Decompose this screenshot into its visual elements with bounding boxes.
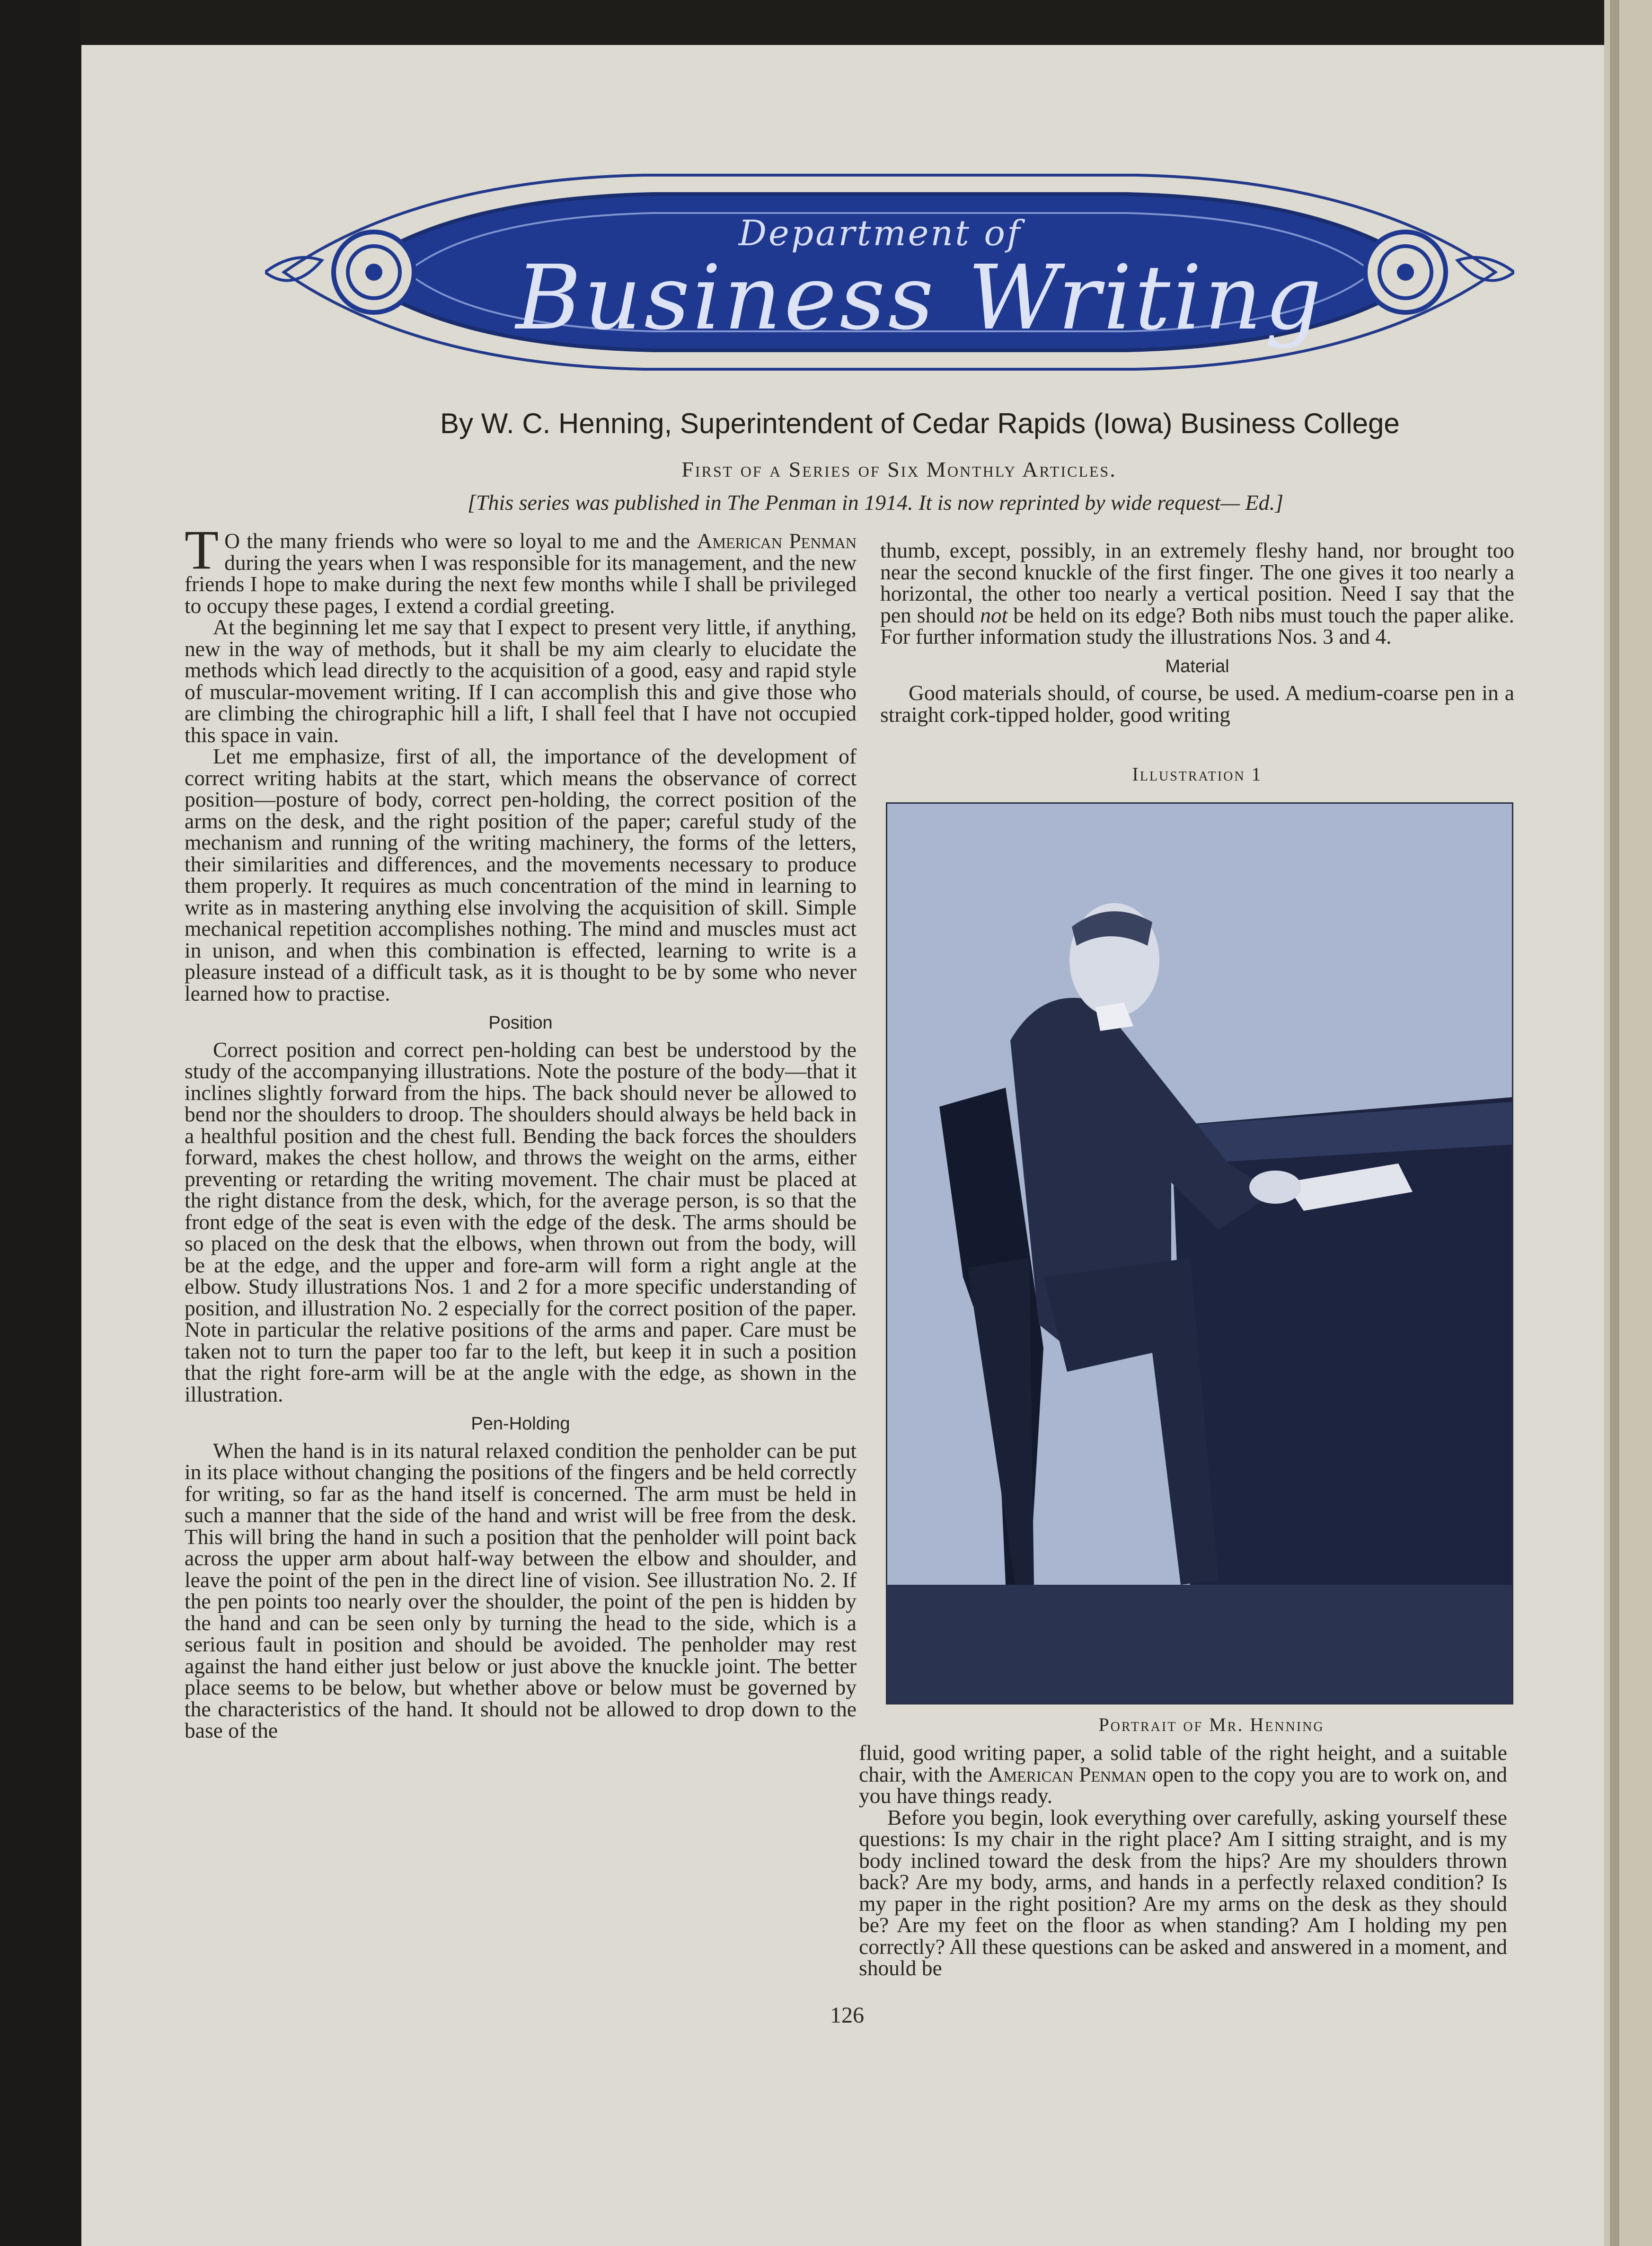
- photo-caption: Portrait of Mr. Henning: [1098, 1714, 1325, 1735]
- opening-rest: during the years when I was responsible for its management, and the new friends I hope to make during the next few months while I shall be privileged to occupy these pages, I extend a cordial greeting.: [185, 550, 857, 618]
- paragraph-fluid: [859, 1742, 1507, 1807]
- paragraph-habits: Let me emphasize, first of all, the importance of the development of correct writing habits at the start, which means the observance of correct position—posture of body, correct pen-holding, the correct position of the arms on the desk, and the right position of the paper; careful study of the mechanism and running of the writing machinery, the forms of the letters, their similarities and differences, and the movements necessary to produce them properly. It requires as much concentration of the mind in learning to write as in mastering anything else involving the acquisition of skill. Simple mechanical repetition accomplishes nothing. The mind and muscles must act in unison, and when this combination is effected, learning to write is a pleasure instead of a difficult task, as it is thought to be by some who never learned how to practise.: [185, 744, 857, 1005]
- banner-title: Business Writing: [516, 246, 1325, 350]
- series-note: First of a Series of Six Monthly Articles.: [681, 457, 1117, 481]
- portrait-image: [887, 804, 1512, 1703]
- page-number: 126: [830, 2003, 864, 2028]
- left-rosette-icon: [334, 232, 414, 312]
- thumb-lead: thumb, except, possibly, in an extremely fleshy hand, nor brought too near the second knuckle of the first finger. The one gives it too nearly a horizontal, the other too nearly a vertical position. Need I say that the pen should: [880, 538, 1514, 627]
- paragraph-questions: Before you begin, look everything over carefully, asking yourself these questions: Is my chair in the right place? Am I sitting straight, and is my body inclined toward the desk from the hips? Are my shoulders thrown back? Are my body, arms, and hands in a perfectly relaxed condition? Is my paper in the right position? Are my arms on the desk as they should be? Are my feet on the floor as when standing? Am I holding my pen correctly? All these questions can be asked and answered in a moment, and should be: [859, 1805, 1507, 1980]
- right-column-bottom: [859, 1742, 1507, 1979]
- scan-gutter-shadow: [1610, 0, 1619, 2246]
- left-column: [185, 519, 857, 1742]
- fluid-lead: fluid, good writing paper, a solid table of the right height, and a suitable chair, with the: [859, 1740, 1507, 1786]
- illustration-label: Illustration 1: [1132, 763, 1263, 785]
- paragraph-pen-holding: When the hand is in its natural relaxed condition the penholder can be put in its place without changing the positions of the fingers and be held correctly for writing, so far as the hand itself is concerned. The arm must be held in such a manner that the side of the hand and wrist will be free from the desk. This will bring the hand in such a position that the penholder will point back across the upper arm about half-way between the elbow and shoulder, and leave the point of the pen in the direct line of vision. See illustration No. 2. If the pen points too nearly over the shoulder, the point of the pen is hidden by the hand and can be seen only by turning the head to the side, which is a serious fault in position and should be avoided. The penholder may rest against the hand either just below or just above the knuckle joint. The better place seems to be below, but whether above or below must be governed by the characteristics of the hand. It should not be allowed to drop down to the base of the: [185, 1438, 857, 1742]
- portrait-photo: [886, 802, 1513, 1704]
- paragraph-methods: At the beginning let me say that I expect to present very little, if anything, new in the way of methods, but it shall be my aim clearly to elucidate the methods which lead directly to the acquisition of a good, easy and rapid style of muscular-movement writing. If I can accomplish this and give those who are climbing the chirographic hill a lift, I shall feel that I have not occupied this space in vain.: [185, 615, 857, 747]
- banner-subtitle: Department of: [738, 213, 1022, 254]
- thumb-rest: be held on its edge? Both nibs must touch the paper alike. For further information study the illustrations Nos. 3 and 4.: [880, 603, 1515, 648]
- scan-left-border: [0, 0, 80, 2246]
- right-column-top: [880, 540, 1514, 725]
- drop-cap: T: [185, 519, 219, 581]
- magazine-name-2: American Penman: [988, 1762, 1147, 1786]
- author-byline: By W. C. Henning, Superintendent of Cedar Rapids (Iowa) Business College: [440, 408, 1400, 439]
- editor-note: [This series was published in The Penman in 1914. It is now reprinted by wide request— Ed.]: [467, 490, 1284, 515]
- opening-lead: O the many friends who were so loyal to me and the: [224, 529, 690, 553]
- heading-material: Material: [1165, 656, 1229, 676]
- emphasis-not: not: [980, 603, 1008, 627]
- paragraph-position: Correct position and correct pen-holding can best be understood by the study of the accompanying illustrations. Note the posture of the body—that it inclines slightly forward from the hips. The back should never be allowed to bend nor the shoulders to droop. The shoulders should always be held back in a healthful position and the chest full. Bending the back forces the shoulders forward, makes the chest hollow, and throws the weight on the arms, either preventing or retarding the writing movement. The chair must be placed at the right distance from the desk, which, for the average person, is so that the front edge of the seat is even with the edge of the desk. The arms should be so placed on the desk that the elbows, when thrown out from the body, will be at the edge, and the upper and fore-arm will form a right angle at the elbow. Study illustrations Nos. 1 and 2 for a more specific understanding of position, and illustration No. 2 especially for the correct position of the paper. Note in particular the relative positions of the arms and paper. Care must be taken not to turn the paper too far to the left, but keep it in such a position that the right fore-arm will be at the angle with the edge, as shown in the illustration.: [185, 1037, 857, 1406]
- right-rosette-icon: [1365, 232, 1446, 312]
- opening-paragraph: [185, 519, 857, 618]
- paragraph-material: Good materials should, of course, be used. A medium-coarse pen in a straight cork-tipped holder, good writing: [880, 681, 1514, 727]
- magazine-name: American Penman: [697, 529, 857, 553]
- paragraph-thumb: [880, 540, 1514, 648]
- heading-pen-holding: Pen-Holding: [471, 1414, 570, 1434]
- heading-position: Position: [488, 1013, 553, 1033]
- fluid-rest: open to the copy you are to work on, and you have things ready.: [859, 1762, 1508, 1808]
